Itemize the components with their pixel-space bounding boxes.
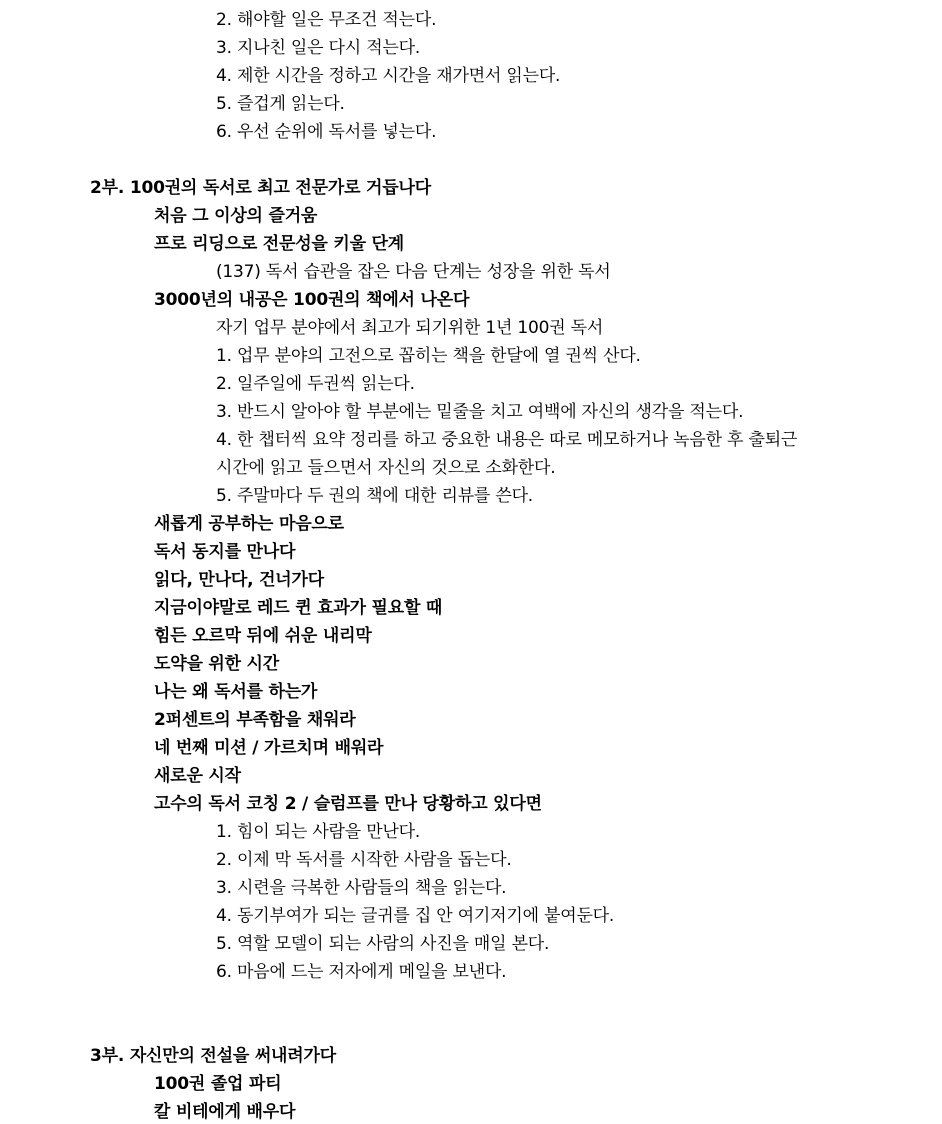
list-item: 4. 동기부여가 되는 글귀를 집 안 여기저기에 붙여둔다. [216, 906, 615, 926]
part-heading: 3부. 자신만의 전설을 써내려가다 [90, 1046, 336, 1066]
list-item: 4. 제한 시간을 정하고 시간을 재가면서 읽는다. [216, 66, 561, 86]
chapter-heading: 힘든 오르막 뒤에 쉬운 내리막 [154, 626, 372, 646]
chapter-heading: 지금이야말로 레드 퀸 효과가 필요할 때 [154, 598, 443, 618]
chapter-heading: 고수의 독서 코칭 2 / 슬럼프를 만나 당황하고 있다면 [154, 794, 542, 814]
chapter-heading: 도약을 위한 시간 [154, 654, 279, 674]
list-item: 4. 한 챕터씩 요약 정리를 하고 중요한 내용은 따로 메모하거나 녹음한 후 출퇴근 [216, 430, 798, 450]
list-item: 3. 지나친 일은 다시 적는다. [216, 38, 421, 58]
list-item: 3. 반드시 알아야 할 부분에는 밑줄을 치고 여백에 자신의 생각을 적는다. [216, 402, 744, 422]
chapter-heading: 칼 비테에게 배우다 [154, 1102, 296, 1122]
list-item: 5. 주말마다 두 권의 책에 대한 리뷰를 쓴다. [216, 486, 534, 506]
list-item: 1. 업무 분야의 고전으로 꼽히는 책을 한달에 열 권씩 산다. [216, 346, 641, 366]
list-item: 1. 힘이 되는 사람을 만난다. [216, 822, 421, 842]
list-item: 2. 해야할 일은 무조건 적는다. [216, 10, 437, 30]
chapter-heading: 프로 리딩으로 전문성을 키울 단계 [154, 234, 404, 254]
chapter-heading: 나는 왜 독서를 하는가 [154, 682, 318, 702]
part-heading: 2부. 100권의 독서로 최고 전문가로 거듭나다 [90, 178, 431, 198]
chapter-heading: 네 번째 미션 / 가르치며 배워라 [154, 738, 384, 758]
list-item: 6. 마음에 드는 저자에게 메일을 보낸다. [216, 962, 507, 982]
list-item-continuation: 시간에 읽고 들으면서 자신의 것으로 소화한다. [216, 458, 556, 478]
chapter-heading: 새로운 시작 [154, 766, 241, 786]
list-item: 2. 일주일에 두권씩 읽는다. [216, 374, 415, 394]
chapter-heading: 처음 그 이상의 즐거움 [154, 206, 318, 226]
list-item: 2. 이제 막 독서를 시작한 사람을 돕는다. [216, 850, 512, 870]
list-item: 6. 우선 순위에 독서를 넣는다. [216, 122, 437, 142]
chapter-heading: 읽다, 만나다, 건너가다 [154, 570, 324, 590]
chapter-heading: 100권 졸업 파티 [154, 1074, 282, 1094]
note-line: (137) 독서 습관을 잡은 다음 단계는 성장을 위한 독서 [216, 262, 611, 282]
note-line: 자기 업무 분야에서 최고가 되기위한 1년 100권 독서 [216, 318, 604, 338]
list-item: 5. 즐겁게 읽는다. [216, 94, 345, 114]
chapter-heading: 3000년의 내공은 100권의 책에서 나온다 [154, 290, 470, 310]
list-item: 3. 시련을 극복한 사람들의 책을 읽는다. [216, 878, 507, 898]
chapter-heading: 새롭게 공부하는 마음으로 [154, 514, 344, 534]
list-item: 5. 역할 모델이 되는 사람의 사진을 매일 본다. [216, 934, 550, 954]
chapter-heading: 독서 동지를 만나다 [154, 542, 296, 562]
chapter-heading: 2퍼센트의 부족함을 채워라 [154, 710, 356, 730]
